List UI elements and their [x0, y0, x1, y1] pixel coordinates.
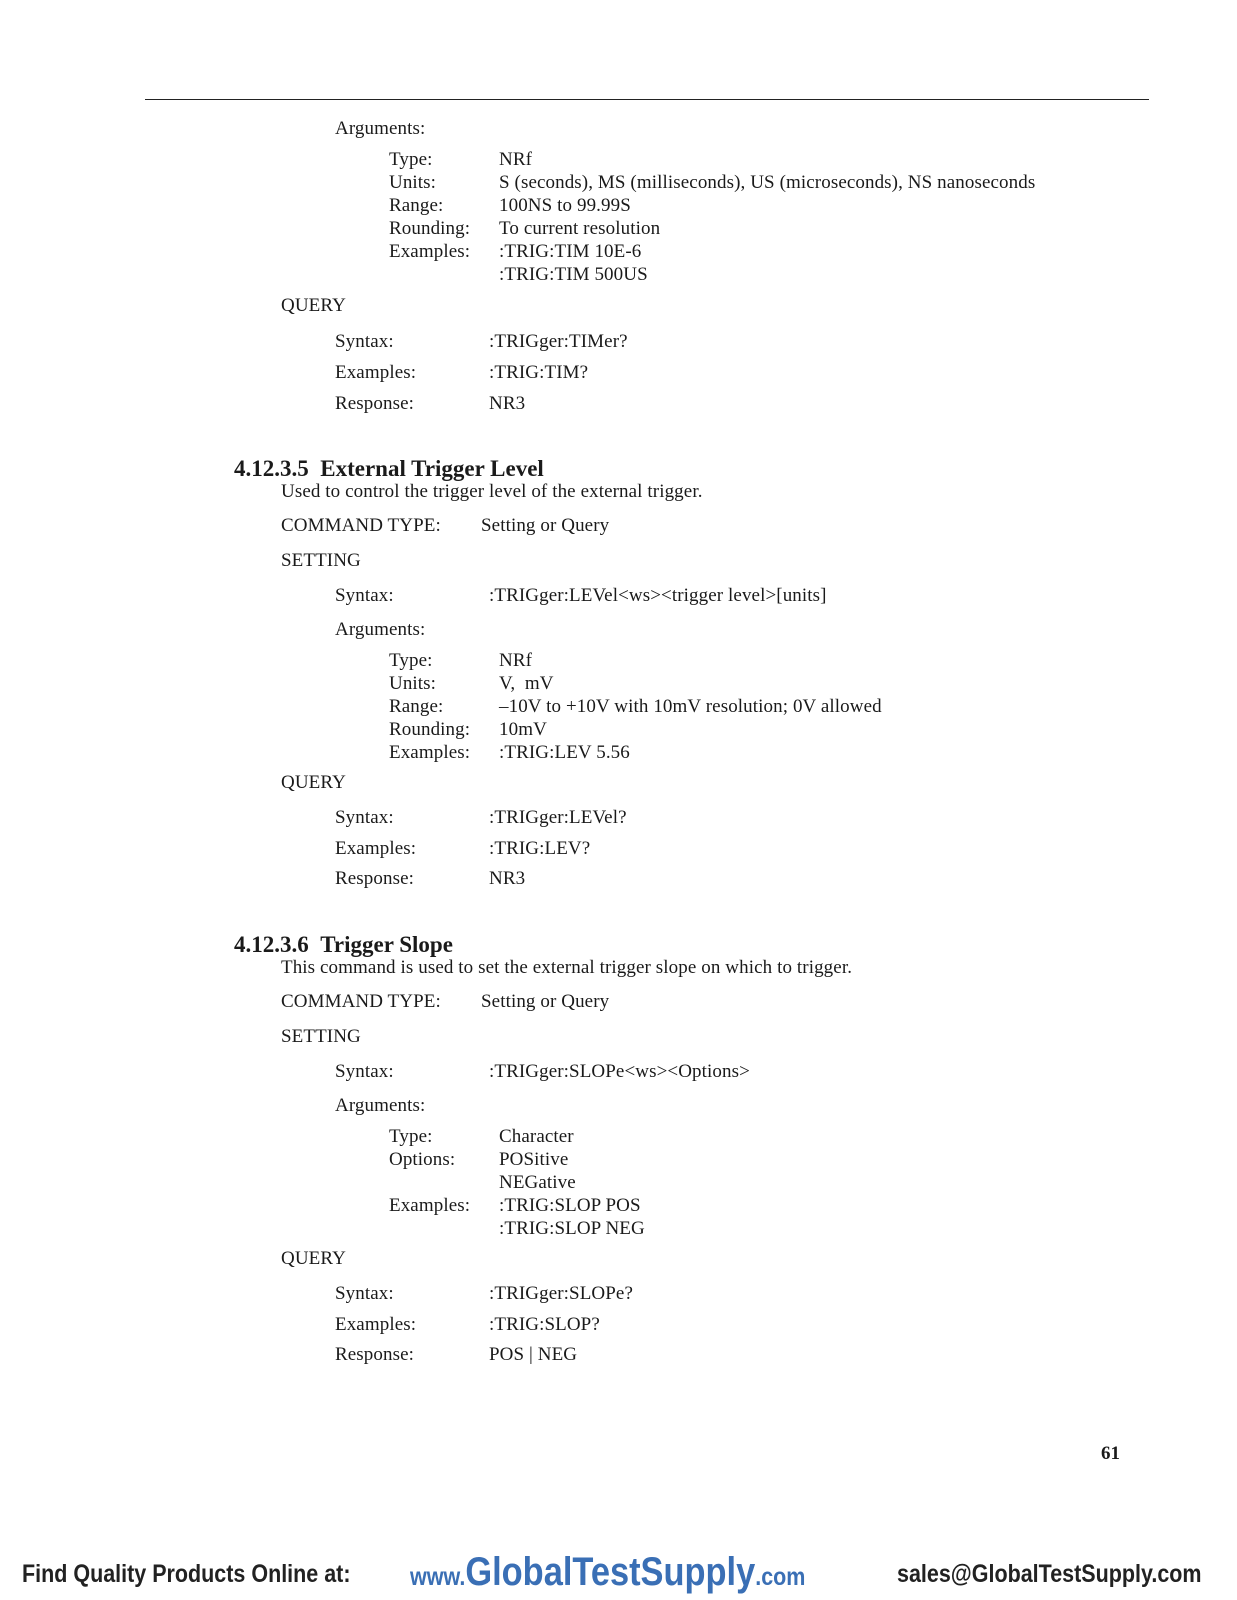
footer-website-link[interactable]: [410, 1550, 805, 1595]
slope-description: This command is used to set the external trigger slope on which to trigger.: [281, 957, 853, 978]
footer-url-suffix: .com: [755, 1563, 806, 1591]
timer-arg-rounding-label: Rounding:: [389, 218, 471, 239]
level-query-label: QUERY: [281, 772, 346, 793]
level-command-type-label: COMMAND TYPE:: [281, 515, 441, 536]
level-arguments-label: Arguments:: [335, 619, 426, 640]
level-arg-examples-label: Examples:: [389, 742, 471, 763]
level-arg-type-label: Type:: [389, 650, 433, 671]
timer-query-syntax-value: :TRIGger:TIMer?: [489, 331, 628, 352]
slope-query-response-label: Response:: [335, 1344, 415, 1365]
level-arg-example-1: :TRIG:LEV 5.56: [499, 742, 630, 763]
timer-query-examples-value: :TRIG:TIM?: [489, 362, 589, 383]
level-query-syntax-value: :TRIGger:LEVel?: [489, 807, 627, 828]
slope-arguments-label: Arguments:: [335, 1095, 426, 1116]
footer-email-link[interactable]: sales@GlobalTestSupply.com: [897, 1560, 1202, 1588]
timer-query-syntax-label: Syntax:: [335, 331, 394, 352]
timer-arg-range-label: Range:: [389, 195, 444, 216]
timer-arg-type-value: NRf: [499, 149, 533, 170]
timer-arguments-label: Arguments:: [335, 118, 426, 139]
slope-arg-option-1: POSitive: [499, 1149, 569, 1170]
slope-query-label: QUERY: [281, 1248, 346, 1269]
level-setting-label: SETTING: [281, 550, 361, 571]
slope-query-syntax-value: :TRIGger:SLOPe?: [489, 1283, 633, 1304]
section-number: 4.12.3.6: [234, 932, 309, 957]
slope-command-type-value: Setting or Query: [481, 991, 610, 1012]
slope-query-examples-label: Examples:: [335, 1314, 417, 1335]
level-query-examples-label: Examples:: [335, 838, 417, 859]
level-arg-range-label: Range:: [389, 696, 444, 717]
timer-arg-example-1: :TRIG:TIM 10E-6: [499, 241, 642, 262]
footer-url-prefix: www.: [410, 1563, 466, 1591]
level-arg-units-value: V, mV: [499, 673, 554, 694]
slope-arg-type-label: Type:: [389, 1126, 433, 1147]
slope-setting-label: SETTING: [281, 1026, 361, 1047]
timer-arg-type-label: Type:: [389, 149, 433, 170]
slope-query-response-value: POS | NEG: [489, 1344, 578, 1365]
level-query-response-label: Response:: [335, 868, 415, 889]
level-arg-rounding-value: 10mV: [499, 719, 547, 740]
level-command-type-value: Setting or Query: [481, 515, 610, 536]
slope-syntax-value: :TRIGger:SLOPe<ws><Options>: [489, 1061, 750, 1082]
level-arg-range-value: –10V to +10V with 10mV resolution; 0V allowed: [499, 696, 882, 717]
slope-query-examples-value: :TRIG:SLOP?: [489, 1314, 600, 1335]
level-query-examples-value: :TRIG:LEV?: [489, 838, 591, 859]
slope-query-syntax-label: Syntax:: [335, 1283, 394, 1304]
timer-arg-example-2: :TRIG:TIM 500US: [499, 264, 648, 285]
level-arg-type-value: NRf: [499, 650, 533, 671]
level-description: Used to control the trigger level of the external trigger.: [281, 481, 703, 502]
header-rule: [145, 99, 1149, 100]
timer-arg-units-value: S (seconds), MS (milliseconds), US (microseconds), NS nanoseconds: [499, 172, 1036, 193]
slope-arg-examples-label: Examples:: [389, 1195, 471, 1216]
slope-arg-options-label: Options:: [389, 1149, 456, 1170]
level-arg-units-label: Units:: [389, 673, 437, 694]
slope-syntax-label: Syntax:: [335, 1061, 394, 1082]
level-query-syntax-label: Syntax:: [335, 807, 394, 828]
section-title: External Trigger Level: [320, 456, 544, 481]
slope-command-type-label: COMMAND TYPE:: [281, 991, 441, 1012]
level-syntax-label: Syntax:: [335, 585, 394, 606]
section-number: 4.12.3.5: [234, 456, 309, 481]
footer-tagline: Find Quality Products Online at:: [22, 1560, 351, 1588]
slope-arg-type-value: Character: [499, 1126, 574, 1147]
level-arg-rounding-label: Rounding:: [389, 719, 471, 740]
section-title: Trigger Slope: [320, 932, 453, 957]
timer-query-label: QUERY: [281, 295, 346, 316]
slope-arg-option-2: NEGative: [499, 1172, 576, 1193]
timer-arg-rounding-value: To current resolution: [499, 218, 661, 239]
section-heading-trigger-level: [234, 456, 544, 482]
level-query-response-value: NR3: [489, 868, 526, 889]
level-syntax-value: :TRIGger:LEVel<ws><trigger level>[units]: [489, 585, 827, 606]
footer-url-main: GlobalTestSupply: [465, 1550, 756, 1594]
section-heading-trigger-slope: [234, 932, 453, 958]
page-number: 61: [1101, 1443, 1120, 1464]
slope-arg-example-1: :TRIG:SLOP POS: [499, 1195, 641, 1216]
timer-arg-units-label: Units:: [389, 172, 437, 193]
timer-query-examples-label: Examples:: [335, 362, 417, 383]
timer-arg-range-value: 100NS to 99.99S: [499, 195, 631, 216]
timer-query-response-label: Response:: [335, 393, 415, 414]
timer-query-response-value: NR3: [489, 393, 526, 414]
timer-arg-examples-label: Examples:: [389, 241, 471, 262]
slope-arg-example-2: :TRIG:SLOP NEG: [499, 1218, 645, 1239]
